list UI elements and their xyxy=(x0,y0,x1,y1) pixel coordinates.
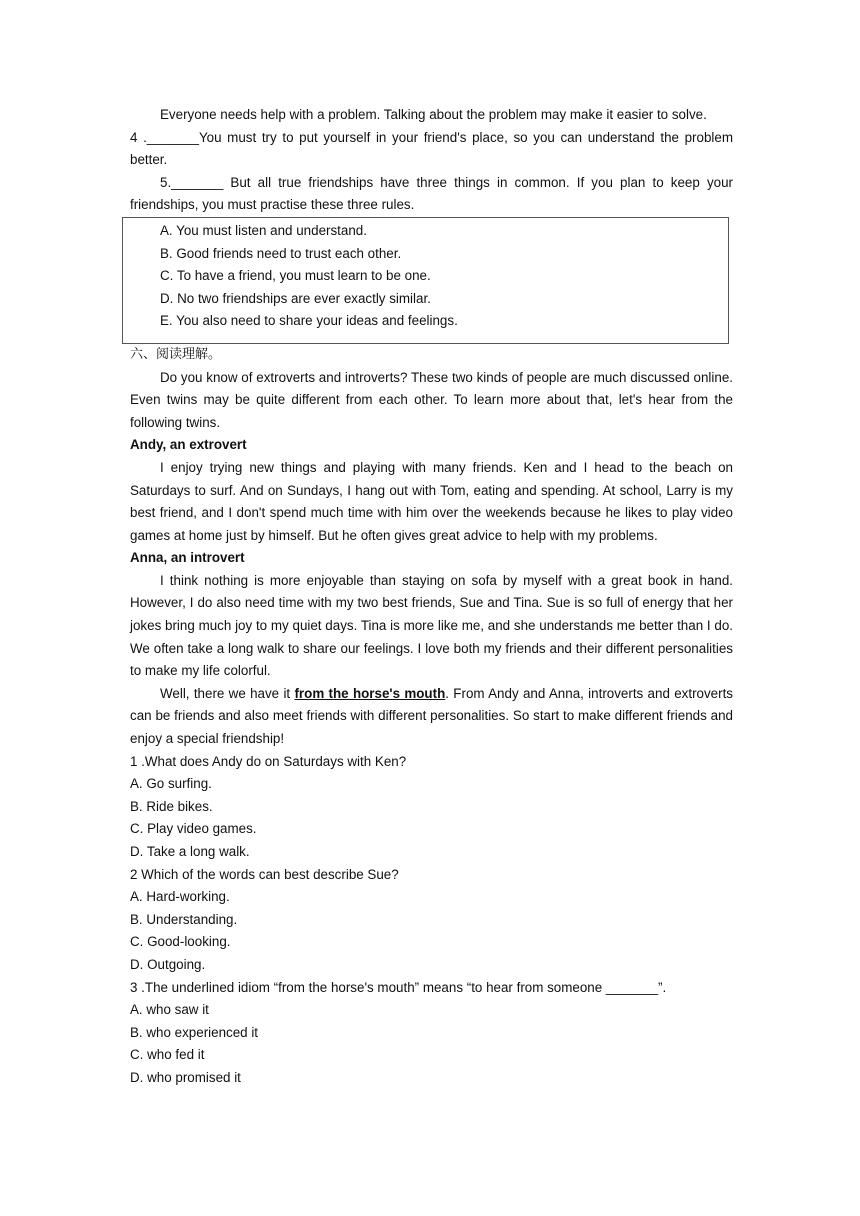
paragraph: I think nothing is more enjoyable than staying on sofa by myself with a great book in hand. However, I do also need time with my two best friends, Sue and Tina. Sue is so full of energy that her jokes bring much joy to my quiet days. Tina is more like me, and she understands me better than I do. We often take a long walk to share our feelings. I love both my friends and their different personalities to make my life colorful. xyxy=(130,572,733,679)
option-item: D. No two friendships are ever exactly similar. xyxy=(160,290,431,306)
answer-option: A. who saw it xyxy=(130,1002,209,1018)
subheading: Anna, an introvert xyxy=(130,550,245,566)
subheading: Andy, an extrovert xyxy=(130,437,247,453)
answer-option: B. who experienced it xyxy=(130,1024,259,1040)
document-page xyxy=(130,104,733,1090)
question: 1 .What does Andy do on Saturdays with Ken? xyxy=(130,753,407,769)
text-run: Well, there we have it xyxy=(160,685,295,701)
question: 3 .The underlined idiom “from the horse's mouth” means “to hear from someone _______”. xyxy=(130,979,667,995)
question: 2 Which of the words can best describe Sue? xyxy=(130,866,399,882)
answer-option: A. Go surfing. xyxy=(130,776,212,792)
option-item: A. You must listen and understand. xyxy=(160,222,367,238)
answer-option: C. Play video games. xyxy=(130,821,257,837)
paragraph: 5._______ But all true friendships have three things in common. If you plan to keep your friendships, you must practise these three rules. xyxy=(130,174,733,213)
underlined-idiom: from the horse's mouth xyxy=(294,685,446,701)
options-box xyxy=(122,217,729,344)
section-heading: 六、阅读理解。 xyxy=(130,346,222,362)
answer-option: D. Take a long walk. xyxy=(130,844,250,859)
answer-option: A. Hard-working. xyxy=(130,889,230,905)
paragraph: 4 ._______You must try to put yourself in your friend's place, so you can understand the problem better. xyxy=(130,129,733,168)
paragraph: Do you know of extroverts and introverts? These two kinds of people are much discussed online. Even twins may be quite different from each other. To learn more about that, let's hear from the following twins. xyxy=(130,369,733,430)
answer-option: D. Outgoing. xyxy=(130,956,206,972)
paragraph: Everyone needs help with a problem. Talking about the problem may make it easier to solve. xyxy=(160,107,707,122)
answer-option: D. who promised it xyxy=(130,1069,241,1085)
answer-option: B. Ride bikes. xyxy=(130,798,213,814)
option-item: E. You also need to share your ideas and feelings. xyxy=(160,313,458,329)
answer-option: B. Understanding. xyxy=(130,911,238,927)
answer-option: C. Good-looking. xyxy=(130,934,231,950)
option-item: B. Good friends need to trust each other. xyxy=(160,245,402,261)
text-run: . From Andy and Anna, introverts and extroverts can be friends and also meet friends with different personalities. So start to make different friends and enjoy a special friendship! xyxy=(130,685,733,747)
paragraph: I enjoy trying new things and playing with many friends. Ken and I head to the beach on Saturdays to surf. And on Sundays, I hang out with Tom, eating and spending. At school, Larry is my best friend, and I don't spend much time with him over the weekends because he likes to play video games at home just by himself. But he often gives great advice to help with my problems. xyxy=(130,459,733,543)
answer-option: C. who fed it xyxy=(130,1047,205,1063)
option-item: C. To have a friend, you must learn to be one. xyxy=(160,268,431,284)
paragraph xyxy=(130,683,733,751)
